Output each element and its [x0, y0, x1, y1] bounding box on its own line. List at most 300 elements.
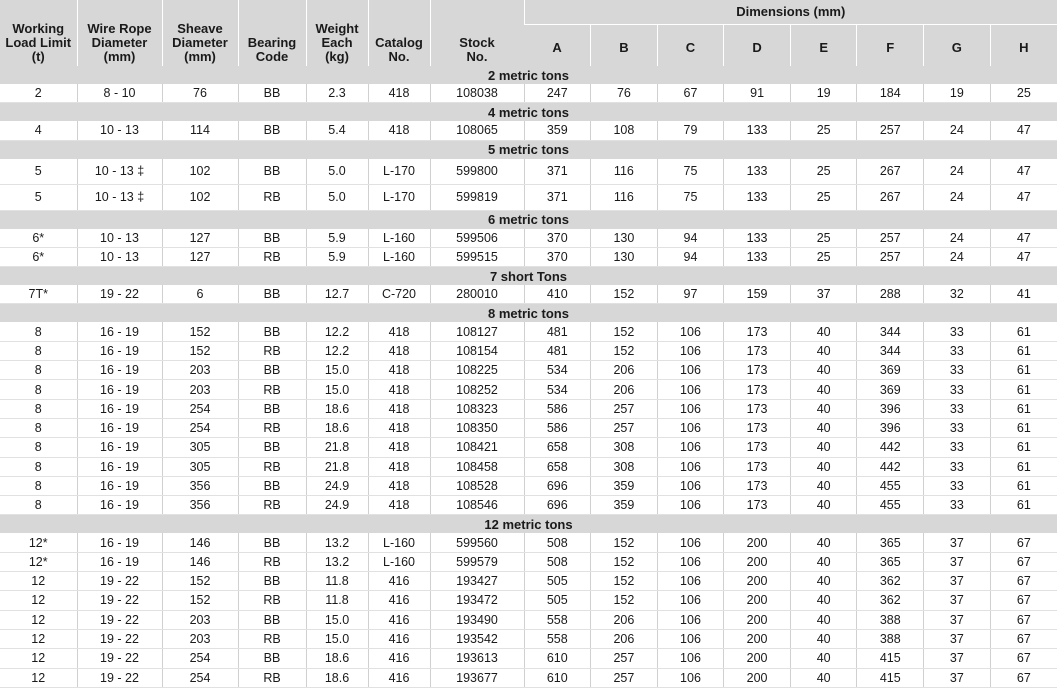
table-cell: 19 [790, 84, 857, 103]
table-cell: 116 [591, 184, 658, 210]
table-cell: 416 [368, 610, 430, 629]
table-row [0, 121, 1057, 140]
table-cell: 416 [368, 629, 430, 648]
table-cell: BB [238, 285, 306, 304]
table-cell: L-160 [368, 229, 430, 248]
table-cell: L-160 [368, 533, 430, 552]
table-cell: BB [238, 229, 306, 248]
table-cell: 5.9 [306, 229, 368, 248]
table-cell: 8 [0, 341, 77, 360]
table-cell: 67 [990, 629, 1057, 648]
table-cell: 8 [0, 380, 77, 399]
table-cell: 12.2 [306, 322, 368, 341]
table-cell: 130 [591, 247, 658, 266]
table-row [0, 341, 1057, 360]
table-row [0, 476, 1057, 495]
table-cell: 371 [524, 184, 591, 210]
table-cell: 61 [990, 380, 1057, 399]
section-title: 7 short Tons [0, 267, 1057, 286]
table-cell: 415 [857, 668, 924, 687]
table-cell: 8 [0, 361, 77, 380]
table-cell: 33 [924, 380, 991, 399]
table-cell: 362 [857, 591, 924, 610]
table-cell: 200 [724, 552, 791, 571]
table-cell: 19 - 22 [77, 591, 162, 610]
table-cell: 33 [924, 476, 991, 495]
table-row [0, 552, 1057, 571]
table-cell: 599800 [430, 159, 524, 185]
table-cell: 152 [591, 572, 658, 591]
table-cell: 257 [591, 399, 658, 418]
table-cell: 133 [724, 247, 791, 266]
table-cell: RB [238, 418, 306, 437]
table-cell: 388 [857, 610, 924, 629]
table-cell: 24 [924, 229, 991, 248]
table-cell: 33 [924, 438, 991, 457]
section-title: 5 metric tons [0, 140, 1057, 159]
table-cell: 200 [724, 668, 791, 687]
table-cell: 24 [924, 184, 991, 210]
table-cell: 206 [591, 629, 658, 648]
table-cell: RB [238, 552, 306, 571]
table-cell: 133 [724, 159, 791, 185]
table-cell: 193542 [430, 629, 524, 648]
table-cell: 133 [724, 121, 791, 140]
table-row [0, 399, 1057, 418]
table-cell: 106 [657, 668, 724, 687]
table-cell: 416 [368, 572, 430, 591]
table-cell: 173 [724, 438, 791, 457]
table-cell: 47 [990, 184, 1057, 210]
table-cell: 365 [857, 533, 924, 552]
table-cell: 152 [591, 552, 658, 571]
table-cell: 37 [924, 591, 991, 610]
table-cell: 37 [924, 610, 991, 629]
table-cell: 10 - 13 ‡ [77, 159, 162, 185]
table-cell: 193677 [430, 668, 524, 687]
table-cell: 184 [857, 84, 924, 103]
table-cell: 254 [162, 649, 238, 668]
table-row [0, 361, 1057, 380]
table-cell: 15.0 [306, 380, 368, 399]
table-cell: BB [238, 84, 306, 103]
table-cell: 481 [524, 322, 591, 341]
table-cell: 108458 [430, 457, 524, 476]
table-cell: 203 [162, 361, 238, 380]
section-header-row [0, 267, 1057, 286]
table-cell: 152 [162, 591, 238, 610]
table-cell: 344 [857, 322, 924, 341]
table-cell: 599560 [430, 533, 524, 552]
table-cell: 67 [990, 591, 1057, 610]
table-cell: 25 [790, 121, 857, 140]
table-row [0, 418, 1057, 437]
table-cell: 19 - 22 [77, 572, 162, 591]
table-cell: 5.4 [306, 121, 368, 140]
table-cell: 481 [524, 341, 591, 360]
table-cell: 16 - 19 [77, 438, 162, 457]
table-cell: 173 [724, 457, 791, 476]
table-cell: 108350 [430, 418, 524, 437]
table-cell: 40 [790, 438, 857, 457]
table-cell: 33 [924, 399, 991, 418]
table-cell: 146 [162, 552, 238, 571]
table-cell: 19 - 22 [77, 668, 162, 687]
table-cell: 18.6 [306, 399, 368, 418]
table-cell: 40 [790, 668, 857, 687]
table-cell: 416 [368, 591, 430, 610]
table-cell: 396 [857, 418, 924, 437]
table-row [0, 457, 1057, 476]
table-cell: 21.8 [306, 438, 368, 457]
header-dim-a: A [524, 25, 591, 67]
table-cell: 108038 [430, 84, 524, 103]
table-cell: 369 [857, 361, 924, 380]
table-cell: 12.2 [306, 341, 368, 360]
table-cell: 108528 [430, 476, 524, 495]
table-cell: 11.8 [306, 572, 368, 591]
table-cell: 108 [591, 121, 658, 140]
table-cell: 173 [724, 380, 791, 399]
table-cell: 25 [790, 159, 857, 185]
table-cell: 8 [0, 496, 77, 515]
table-cell: 146 [162, 533, 238, 552]
table-cell: 257 [591, 649, 658, 668]
table-cell: 79 [657, 121, 724, 140]
table-cell: 8 [0, 457, 77, 476]
table-cell: 370 [524, 247, 591, 266]
table-cell: 19 - 22 [77, 610, 162, 629]
table-cell: 173 [724, 361, 791, 380]
table-cell: 61 [990, 418, 1057, 437]
table-cell: 257 [857, 121, 924, 140]
table-cell: 108127 [430, 322, 524, 341]
table-cell: 106 [657, 399, 724, 418]
table-cell: 203 [162, 610, 238, 629]
table-cell: 696 [524, 476, 591, 495]
table-cell: RB [238, 496, 306, 515]
table-cell: 359 [591, 476, 658, 495]
table-cell: 254 [162, 399, 238, 418]
table-cell: 16 - 19 [77, 496, 162, 515]
section-header-row [0, 210, 1057, 229]
table-cell: 152 [162, 322, 238, 341]
table-cell: 288 [857, 285, 924, 304]
table-cell: 159 [724, 285, 791, 304]
table-cell: 13.2 [306, 552, 368, 571]
table-cell: 658 [524, 438, 591, 457]
section-header-row [0, 304, 1057, 323]
table-cell: 37 [924, 572, 991, 591]
header-catalog-no: Catalog No. [368, 0, 430, 66]
table-row [0, 629, 1057, 648]
table-cell: 257 [857, 247, 924, 266]
table-cell: 5.0 [306, 184, 368, 210]
table-row [0, 159, 1057, 185]
table-cell: 106 [657, 476, 724, 495]
table-cell: 5 [0, 159, 77, 185]
table-cell: 356 [162, 496, 238, 515]
table-cell: 108323 [430, 399, 524, 418]
table-cell: 586 [524, 418, 591, 437]
header-dim-e: E [790, 25, 857, 67]
table-cell: 94 [657, 247, 724, 266]
table-cell: 130 [591, 229, 658, 248]
table-cell: 114 [162, 121, 238, 140]
table-cell: 108546 [430, 496, 524, 515]
table-cell: 173 [724, 476, 791, 495]
header-sheave-diameter: Sheave Diameter (mm) [162, 0, 238, 66]
table-cell: 7T* [0, 285, 77, 304]
table-cell: 33 [924, 361, 991, 380]
table-cell: 16 - 19 [77, 533, 162, 552]
table-cell: 19 - 22 [77, 629, 162, 648]
table-cell: 370 [524, 229, 591, 248]
table-cell: 558 [524, 629, 591, 648]
table-cell: 10 - 13 [77, 229, 162, 248]
table-cell: 696 [524, 496, 591, 515]
table-cell: 6* [0, 229, 77, 248]
header-working-load-limit: Working Load Limit (t) [0, 0, 77, 66]
header-bearing-code: Bearing Code [238, 0, 306, 66]
table-cell: RB [238, 341, 306, 360]
header-wire-rope-diameter: Wire Rope Diameter (mm) [77, 0, 162, 66]
table-cell: 193427 [430, 572, 524, 591]
table-cell: 12 [0, 610, 77, 629]
table-cell: 15.0 [306, 361, 368, 380]
table-cell: BB [238, 610, 306, 629]
table-cell: 200 [724, 649, 791, 668]
header-dimensions: Dimensions (mm) [524, 0, 1057, 25]
section-title: 12 metric tons [0, 515, 1057, 534]
table-cell: 8 [0, 418, 77, 437]
table-cell: 25 [790, 247, 857, 266]
table-cell: 106 [657, 457, 724, 476]
table-cell: 152 [591, 591, 658, 610]
table-cell: 418 [368, 341, 430, 360]
table-cell: 10 - 13 [77, 247, 162, 266]
table-cell: 5 [0, 184, 77, 210]
table-cell: RB [238, 184, 306, 210]
table-cell: 12* [0, 533, 77, 552]
table-cell: 108252 [430, 380, 524, 399]
section-header-row [0, 140, 1057, 159]
table-cell: 418 [368, 361, 430, 380]
table-cell: 67 [990, 572, 1057, 591]
table-cell: L-170 [368, 184, 430, 210]
table-cell: 47 [990, 121, 1057, 140]
table-cell: 67 [990, 610, 1057, 629]
table-cell: 13.2 [306, 533, 368, 552]
table-cell: 61 [990, 496, 1057, 515]
table-cell: 16 - 19 [77, 341, 162, 360]
table-cell: 173 [724, 496, 791, 515]
table-cell: 152 [591, 285, 658, 304]
table-row [0, 649, 1057, 668]
table-cell: 200 [724, 591, 791, 610]
table-cell: 24 [924, 159, 991, 185]
table-cell: 203 [162, 380, 238, 399]
header-stock-no: Stock No. [430, 0, 524, 66]
table-cell: 257 [591, 418, 658, 437]
table-cell: 106 [657, 361, 724, 380]
table-cell: 257 [857, 229, 924, 248]
table-row [0, 84, 1057, 103]
table-cell: 418 [368, 457, 430, 476]
section-title: 6 metric tons [0, 210, 1057, 229]
table-cell: 418 [368, 380, 430, 399]
table-cell: BB [238, 361, 306, 380]
table-cell: 442 [857, 457, 924, 476]
table-cell: 25 [790, 184, 857, 210]
table-cell: 247 [524, 84, 591, 103]
table-cell: 16 - 19 [77, 476, 162, 495]
header-weight-each: Weight Each (kg) [306, 0, 368, 66]
table-cell: 40 [790, 457, 857, 476]
table-cell: 61 [990, 438, 1057, 457]
table-cell: 40 [790, 629, 857, 648]
table-cell: 173 [724, 399, 791, 418]
table-cell: 40 [790, 533, 857, 552]
table-cell: 37 [924, 533, 991, 552]
table-cell: 24.9 [306, 476, 368, 495]
table-cell: 4 [0, 121, 77, 140]
table-cell: 61 [990, 361, 1057, 380]
table-cell: 40 [790, 418, 857, 437]
table-cell: 16 - 19 [77, 418, 162, 437]
table-cell: 19 [924, 84, 991, 103]
table-cell: 127 [162, 247, 238, 266]
table-cell: 418 [368, 399, 430, 418]
table-cell: 21.8 [306, 457, 368, 476]
table-cell: 67 [990, 552, 1057, 571]
table-cell: BB [238, 438, 306, 457]
section-header-row [0, 515, 1057, 534]
table-cell: 15.0 [306, 629, 368, 648]
table-cell: 40 [790, 591, 857, 610]
table-cell: 12 [0, 668, 77, 687]
table-cell: 254 [162, 418, 238, 437]
table-cell: 305 [162, 438, 238, 457]
table-cell: 362 [857, 572, 924, 591]
table-cell: 267 [857, 159, 924, 185]
table-cell: 33 [924, 322, 991, 341]
table-cell: 33 [924, 418, 991, 437]
table-cell: 40 [790, 322, 857, 341]
table-cell: 2.3 [306, 84, 368, 103]
table-cell: 152 [162, 572, 238, 591]
table-cell: 508 [524, 552, 591, 571]
table-cell: 12.7 [306, 285, 368, 304]
table-cell: 18.6 [306, 649, 368, 668]
table-cell: 37 [790, 285, 857, 304]
table-cell: 67 [657, 84, 724, 103]
table-cell: BB [238, 159, 306, 185]
table-cell: 32 [924, 285, 991, 304]
table-cell: 24.9 [306, 496, 368, 515]
table-row [0, 572, 1057, 591]
table-cell: 106 [657, 552, 724, 571]
table-cell: 305 [162, 457, 238, 476]
table-cell: 97 [657, 285, 724, 304]
table-cell: 40 [790, 361, 857, 380]
table-cell: BB [238, 399, 306, 418]
table-cell: 40 [790, 496, 857, 515]
table-cell: 16 - 19 [77, 457, 162, 476]
table-cell: 12 [0, 591, 77, 610]
table-cell: 359 [524, 121, 591, 140]
table-cell: 16 - 19 [77, 322, 162, 341]
table-cell: 106 [657, 418, 724, 437]
table-cell: RB [238, 629, 306, 648]
table-cell: 418 [368, 496, 430, 515]
table-cell: 558 [524, 610, 591, 629]
table-cell: 356 [162, 476, 238, 495]
table-cell: 534 [524, 361, 591, 380]
table-row [0, 229, 1057, 248]
table-cell: 8 [0, 476, 77, 495]
table-cell: 610 [524, 668, 591, 687]
table-cell: 19 - 22 [77, 285, 162, 304]
table-row [0, 591, 1057, 610]
table-cell: 75 [657, 159, 724, 185]
table-cell: 37 [924, 649, 991, 668]
table-cell: 10 - 13 [77, 121, 162, 140]
table-row [0, 533, 1057, 552]
table-cell: RB [238, 457, 306, 476]
table-cell: L-170 [368, 159, 430, 185]
table-cell: 505 [524, 591, 591, 610]
table-cell: 418 [368, 84, 430, 103]
table-cell: 8 - 10 [77, 84, 162, 103]
table-cell: BB [238, 476, 306, 495]
table-cell: 2 [0, 84, 77, 103]
table-cell: 61 [990, 341, 1057, 360]
table-cell: 371 [524, 159, 591, 185]
table-cell: 455 [857, 496, 924, 515]
table-cell: 6 [162, 285, 238, 304]
table-cell: RB [238, 380, 306, 399]
table-cell: 25 [990, 84, 1057, 103]
table-cell: C-720 [368, 285, 430, 304]
table-cell: 599819 [430, 184, 524, 210]
table-cell: 418 [368, 438, 430, 457]
table-cell: 193613 [430, 649, 524, 668]
section-title: 8 metric tons [0, 304, 1057, 323]
table-cell: 442 [857, 438, 924, 457]
table-cell: 455 [857, 476, 924, 495]
table-cell: 586 [524, 399, 591, 418]
table-cell: 24 [924, 247, 991, 266]
table-cell: 410 [524, 285, 591, 304]
table-cell: 25 [790, 229, 857, 248]
table-cell: 12* [0, 552, 77, 571]
table-cell: 106 [657, 341, 724, 360]
table-cell: 206 [591, 610, 658, 629]
table-cell: 200 [724, 629, 791, 648]
table-cell: 16 - 19 [77, 399, 162, 418]
table-cell: 24 [924, 121, 991, 140]
table-cell: 16 - 19 [77, 380, 162, 399]
table-cell: 127 [162, 229, 238, 248]
table-cell: 396 [857, 399, 924, 418]
table-cell: 344 [857, 341, 924, 360]
table-cell: 106 [657, 380, 724, 399]
table-cell: 257 [591, 668, 658, 687]
table-cell: 359 [591, 496, 658, 515]
table-cell: 67 [990, 649, 1057, 668]
table-cell: 254 [162, 668, 238, 687]
